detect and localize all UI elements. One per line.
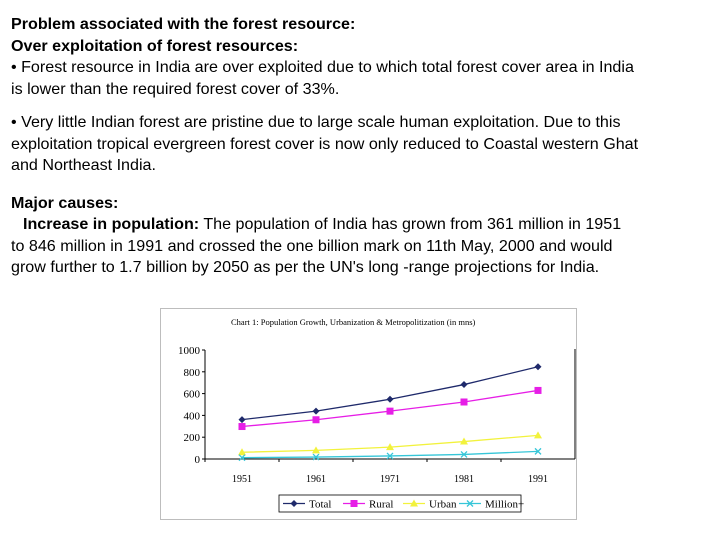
data-point-total — [239, 416, 246, 423]
data-point-urban — [534, 431, 542, 438]
x-tick-label: 1971 — [380, 474, 400, 485]
heading-major-causes: Major causes: — [11, 193, 119, 212]
data-point-total — [535, 363, 542, 370]
population-chart — [160, 308, 577, 520]
bullet-2-line-3: and Northeast India. — [11, 156, 156, 174]
legend-label-urban: Urban — [429, 498, 457, 511]
legend-marker-rural — [351, 500, 358, 507]
data-point-rural — [535, 387, 542, 394]
causes-line-1 — [11, 214, 717, 236]
data-point-rural — [461, 398, 468, 405]
y-tick-label: 600 — [183, 388, 200, 401]
data-point-total — [387, 396, 394, 403]
population-lead: Increase in population: — [23, 215, 200, 233]
bullet-1-line-2: is lower than the required forest cover of 33%. — [11, 79, 340, 98]
data-point-total — [461, 381, 468, 388]
data-point-rural — [313, 416, 320, 423]
y-tick-label: 0 — [194, 454, 200, 466]
legend-label-rural: Rural — [369, 498, 394, 511]
data-point-total — [313, 408, 320, 415]
x-tick-label: 1991 — [528, 474, 548, 485]
y-tick-label: 1000 — [178, 345, 200, 357]
causes-line-3: grow further to 1.7 billion by 2050 as per the UN's long -range projections for India. — [11, 258, 600, 276]
x-tick-label: 1951 — [232, 474, 252, 485]
data-point-rural — [239, 423, 246, 430]
causes-line-2: to 846 million in 1991 and crossed the one billion mark on 11th May, 2000 and would — [11, 236, 613, 255]
legend-label-million: Million+ — [485, 498, 525, 511]
y-tick-label: 800 — [183, 366, 200, 379]
slide-text — [11, 14, 717, 279]
y-tick-label: 400 — [183, 410, 200, 423]
heading-problem: Problem associated with the forest resource: — [11, 15, 356, 33]
bullet-2-line-2: exploitation tropical evergreen forest cover is now only reduced to Coastal western Ghat — [11, 134, 639, 153]
bullet-1-line-1: • Forest resource in India are over exploited due to which total forest cover area in India — [11, 58, 634, 76]
chart-title: Chart 1: Population Growth, Urbanization & Metropolitization (in mns) — [231, 317, 476, 327]
y-tick-label: 200 — [183, 432, 200, 445]
data-point-rural — [387, 408, 394, 415]
heading-over-exploitation: Over exploitation of forest resources: — [11, 36, 299, 55]
x-tick-label: 1981 — [454, 474, 474, 485]
x-tick-label: 1961 — [306, 474, 326, 485]
causes-line-1-rest: The population of India has grown from 361 million in 1951 — [199, 215, 622, 233]
bullet-2-line-1: • Very little Indian forest are pristine due to large scale human exploitation. Due to this — [11, 113, 621, 131]
legend-label-total: Total — [309, 498, 332, 511]
